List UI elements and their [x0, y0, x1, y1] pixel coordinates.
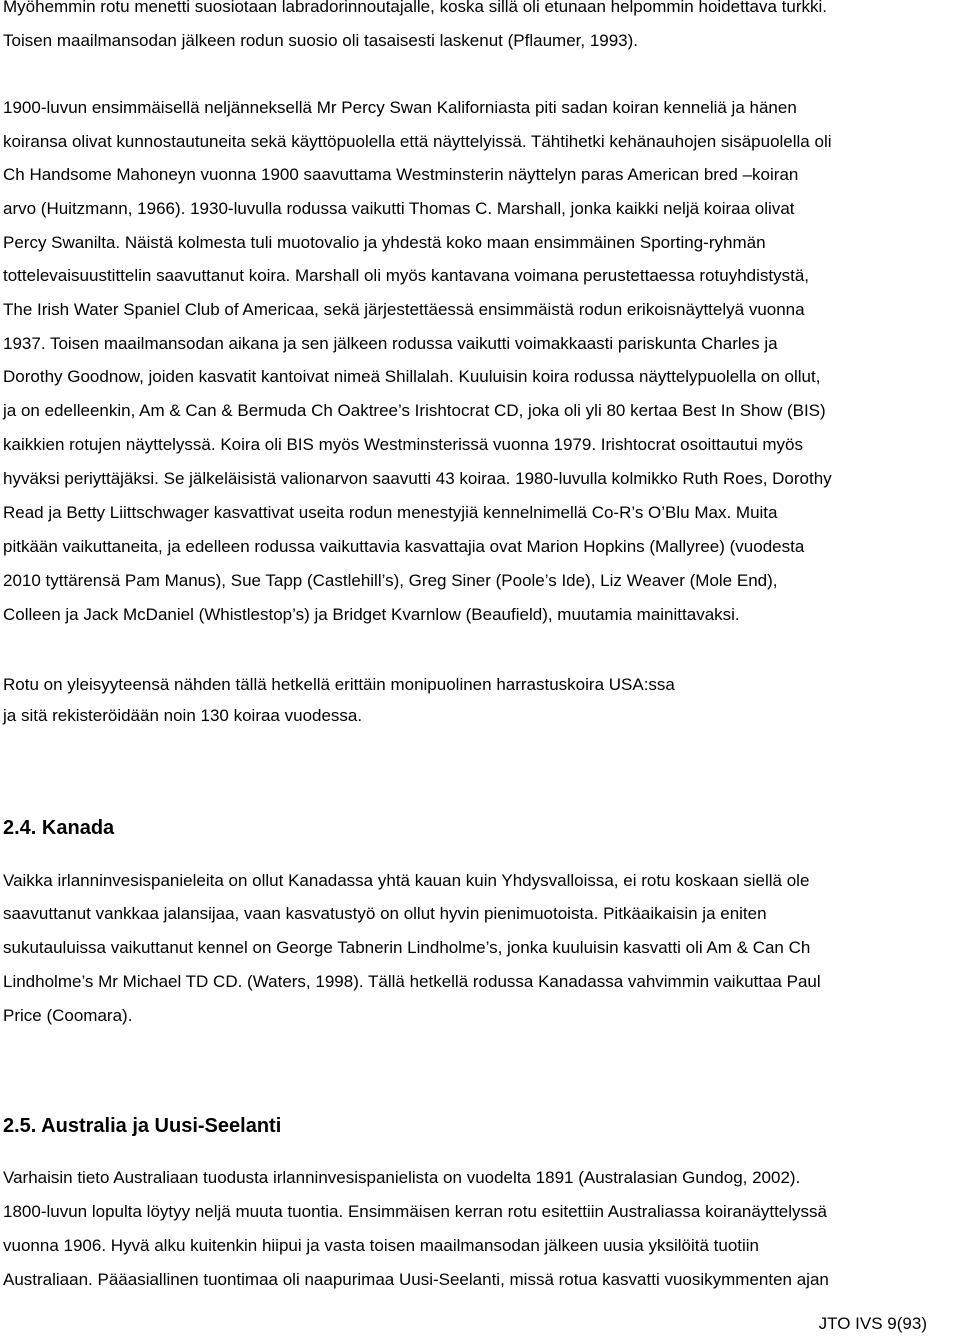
text-line: The Irish Water Spaniel Club of Americaa, sekä järjestettäessä ensimmäistä rodun erikoisnäyttelyä vuonna [3, 300, 805, 319]
text-line: Varhaisin tieto Australiaan tuodusta irlanninvesispanielista on vuodelta 1891 (Australasian Gundog, 2002). [3, 1168, 801, 1187]
text-line: Colleen ja Jack McDaniel (Whistlestop’s) ja Bridget Kvarnlow (Beaufield), muutamia mainittavaksi. [3, 605, 740, 624]
text-line: Percy Swanilta. Näistä kolmesta tuli muotovalio ja yhdestä koko maan ensimmäinen Sporting-ryhmän [3, 233, 766, 252]
text-line: saavuttanut vankkaa jalansijaa, vaan kasvatustyö on ollut hyvin pienimuotoista. Pitkäaikaisin ja eniten [3, 904, 767, 923]
text-line: 1937. Toisen maailmansodan aikana ja sen jälkeen rodussa vaikutti voimakkaasti pariskunta Charles ja [3, 334, 778, 353]
text-line: sukutauluissa vaikuttanut kennel on George Tabnerin Lindholme’s, jonka kuuluisin kasvatti oli Am & Can Ch [3, 938, 811, 957]
text-line: Toisen maailmansodan jälkeen rodun suosio oli tasaisesti laskenut (Pflaumer, 1993). [3, 31, 639, 50]
text-line: kaikkien rotujen näyttelyssä. Koira oli BIS myös Westminsterissä vuonna 1979. Irishtocrat osoittautui myös [3, 435, 803, 454]
text-line: Price (Coomara). [3, 1006, 133, 1025]
text-line: Ch Handsome Mahoneyn vuonna 1900 saavuttama Westminsterin näyttelyn paras American bred –koiran [3, 165, 799, 184]
text-line: Read ja Betty Liittschwager kasvattivat useita rodun menestyjiä kennelnimellä Co-R’s O’Blu Max. Muita [3, 503, 778, 522]
text-line: hyväksi periyttäjäksi. Se jälkeläisistä valionarvon saavutti 43 koiraa. 1980-luvulla kolmikko Ruth Roes, Dorothy [3, 469, 832, 488]
text-line: 1900-luvun ensimmäisellä neljänneksellä Mr Percy Swan Kaliforniasta piti sadan koiran kenneliä ja hänen [3, 98, 797, 117]
text-line: Dorothy Goodnow, joiden kasvatit kantoivat nimeä Shillalah. Kuuluisin koira rodussa näyttelypuolella on ollut, [3, 367, 821, 386]
text-line: pitkään vaikuttaneita, ja edelleen rodussa vaikuttavia kasvattajia ovat Marion Hopkins (Mallyree) (vuodesta [3, 537, 805, 556]
text-line: 2010 tyttärensä Pam Manus), Sue Tapp (Castlehill’s), Greg Siner (Poole’s Ide), Liz Weaver (Mole End), [3, 571, 778, 590]
text-line: Lindholme’s Mr Michael TD CD. (Waters, 1998). Tällä hetkellä rodussa Kanadassa vahvimmin vaikuttaa Paul [3, 972, 821, 991]
text-line: Vaikka irlanninvesispanieleita on ollut Kanadassa yhtä kauan kuin Yhdysvalloissa, ei rotu koskaan siellä ole [3, 871, 810, 890]
text-line: 1800-luvun lopulta löytyy neljä muuta tuontia. Ensimmäisen kerran rotu esitettiin Australiassa koiranäyttelyssä [3, 1202, 827, 1221]
page-number-footer: JTO IVS 9(93) [818, 1314, 927, 1333]
text-line: Myöhemmin rotu menetti suosiotaan labradorinnoutajalle, koska sillä oli etunaan helpommin hoidettava turkki. [3, 0, 828, 16]
text-line: koiransa olivat kunnostautuneita sekä käyttöpuolella että näyttelyissä. Tähtihetki kehänauhojen sisäpuolella oli [3, 132, 832, 151]
text-line: tottelevaisuustittelin saavuttanut koira. Marshall oli myös kantavana voimana perustettaessa rotuyhdistystä, [3, 266, 810, 285]
text-line: Rotu on yleisyyteensä nähden tällä hetkellä erittäin monipuolinen harrastuskoira USA:ssa [3, 675, 675, 694]
text-line: ja sitä rekisteröidään noin 130 koiraa vuodessa. [3, 706, 363, 725]
text-line: arvo (Huitzmann, 1966). 1930-luvulla rodussa vaikutti Thomas C. Marshall, jonka kaikki neljä koiraa olivat [3, 199, 795, 218]
text-line: vuonna 1906. Hyvä alku kuitenkin hiipui ja vasta toisen maailmansodan jälkeen uusia yksilöitä tuotiin [3, 1236, 760, 1255]
section-heading: 2.5. Australia ja Uusi-Seelanti [3, 1115, 282, 1137]
text-line: ja on edelleenkin, Am & Can & Bermuda Ch Oaktree’s Irishtocrat CD, joka oli yli 80 kertaa Best In Show (BIS) [3, 401, 826, 420]
text-line: Australiaan. Pääasiallinen tuontimaa oli naapurimaa Uusi-Seelanti, missä rotua kasvatti vuosikymmenten ajan [3, 1270, 829, 1289]
section-heading: 2.4. Kanada [3, 817, 115, 839]
